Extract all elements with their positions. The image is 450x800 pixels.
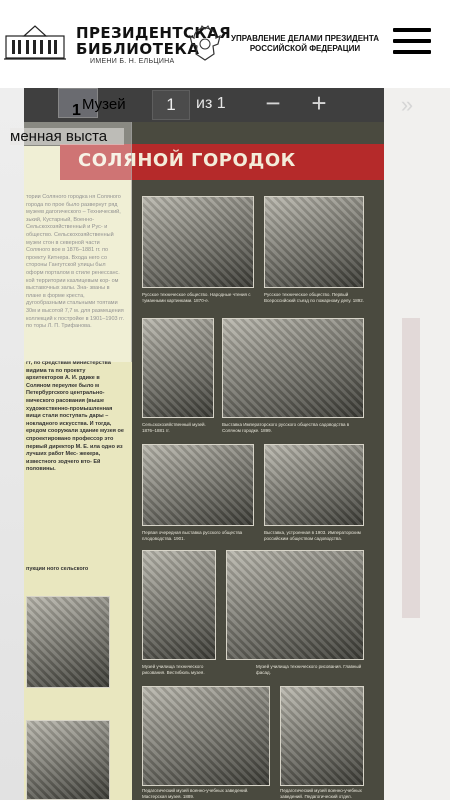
page-banner-title: СОЛЯНОЙ ГОРОДОК bbox=[78, 150, 296, 171]
thumbnail-title: Музей bbox=[82, 96, 126, 113]
admin-line1: УПРАВЛЕНИЕ ДЕЛАМИ ПРЕЗИДЕНТА bbox=[231, 34, 379, 43]
photo bbox=[226, 550, 364, 660]
photo bbox=[264, 196, 364, 288]
column-caption: пукции ного сельского bbox=[26, 566, 89, 572]
photo-caption: Музей училища технического рисования. Вестибюль музея. bbox=[142, 664, 205, 675]
photo bbox=[142, 686, 270, 786]
state-emblem-icon bbox=[188, 24, 222, 62]
page-number-input[interactable]: 1 bbox=[152, 90, 190, 120]
photo-caption: Выставка, устроенная в 1903. Императорским российским обществом садоводства. bbox=[264, 530, 361, 541]
photo-caption: Русское техническое общество. Народные чтения с туманными картинками. 1870-е. bbox=[142, 292, 251, 303]
photo bbox=[222, 318, 364, 418]
photo bbox=[142, 196, 254, 288]
library-name-line2: БИБЛИОТЕКА bbox=[76, 40, 200, 58]
photo-caption: Педагогический музей военно-учебных заведений. Мастерская музея. 1889. bbox=[142, 788, 249, 799]
library-name-line3: ИМЕНИ Б. Н. ЕЛЬЦИНА bbox=[90, 58, 175, 65]
viewer-toolbar bbox=[24, 88, 414, 122]
library-building-logo-icon[interactable] bbox=[4, 22, 66, 62]
history-text: тории Соляного городка ня Соляного города по прое было развернут ряд музеев дагогического – Технический, зький, Кустарный, Военно- Сельскохозяйственный и Рус- и общество. Сельскохозяйственный музеи стон в северной части Соляного вое в 1876–1881 гг. по проекту Китнера. Входа него со стороны Гангутской улицы был оформ порталом в стиле ренессанс. кой территории казлицевым кор- ом выставочных залы. Зна- званы в плане в форме креста, дугообразными стальными тоятами 30м и высотой 7,7 м. для размещения коллекций к постройке в 1901–1903 гг. по торы Л. П. Трифанова. bbox=[26, 194, 124, 330]
zoom-in-button[interactable]: + bbox=[311, 88, 327, 118]
photo-caption: Выставка Императорского русского общества садоводства в Соляном городке. 1899. bbox=[222, 422, 350, 433]
photo-caption: Педагогический музей военно-учебных заведений. Педагогический отдел. bbox=[280, 788, 362, 799]
hamburger-menu-icon[interactable] bbox=[393, 28, 431, 58]
adjacent-page-edge bbox=[402, 318, 420, 618]
document-viewer[interactable] bbox=[0, 88, 450, 800]
viewer-left-margin bbox=[0, 88, 24, 800]
admin-line2: РОССИЙСКОЙ ФЕДЕРАЦИИ bbox=[249, 44, 361, 53]
photo bbox=[142, 444, 254, 526]
page-count-label: из 1 bbox=[196, 95, 226, 112]
photo bbox=[264, 444, 364, 526]
next-page-icon[interactable]: » bbox=[400, 92, 414, 117]
photo bbox=[26, 596, 110, 688]
thumbnail-panel[interactable] bbox=[24, 122, 132, 362]
photo-caption: Первая очередная выставка русского общества плодоводства. 1901. bbox=[142, 530, 243, 541]
site-header bbox=[0, 0, 450, 88]
photo-caption: Русское техническое общество. Первый Всероссийский съезд по пожарному делу. 1892. bbox=[264, 292, 364, 303]
photo bbox=[142, 318, 214, 418]
thumbnail-page-number: 1 bbox=[72, 102, 81, 119]
photo bbox=[26, 720, 110, 800]
thumbnail-subtitle: менная выста bbox=[10, 128, 124, 145]
photo-caption: Сельскохозяйственный музей. 1876–1881 гг. bbox=[142, 422, 206, 433]
history-text-bold: гт, по средствам министерства видима та по проекту архитекторов А. И. рдике в Соляном переулке было м Петербургского центрально- мического расования (выше художественно-промышленная вищи стали поступать дары – нокладного искусства. И тогда, ередом сооружали здание музея ое спроектировано профессор это первый директор М. Е. ила одно из лучших работ Мес- жекера, известного зодчего вто- Ей половины. bbox=[26, 360, 124, 473]
photo-caption: Музей училища технического рисования. Главный фасад. bbox=[256, 664, 362, 675]
library-name-line1: ПРЕЗИДЕНТСКАЯ bbox=[76, 24, 232, 42]
presidential-administration-link[interactable] bbox=[230, 34, 380, 54]
photo bbox=[142, 550, 216, 660]
photo bbox=[280, 686, 364, 786]
zoom-out-button[interactable]: − bbox=[265, 88, 281, 118]
